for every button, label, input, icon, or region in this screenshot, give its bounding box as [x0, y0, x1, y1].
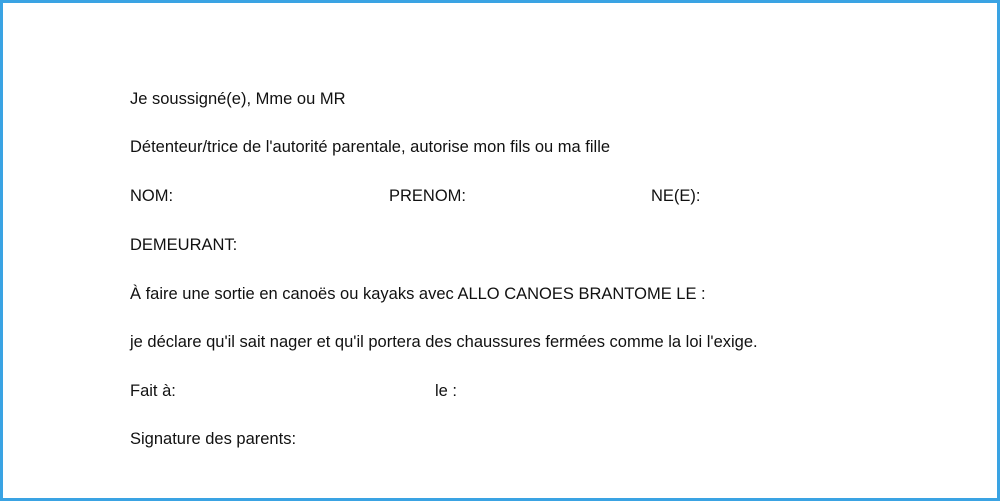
- parental-authority-line: Détenteur/trice de l'autorité parentale, autorise mon fils ou ma fille: [130, 138, 611, 156]
- nom-label: NOM:: [130, 187, 174, 205]
- fait-a-label: Fait à:: [130, 382, 176, 400]
- sortie-line: À faire une sortie en canoës ou kayaks avec ALLO CANOES BRANTOME LE :: [130, 285, 706, 303]
- signature-label: Signature des parents:: [130, 430, 297, 448]
- demeurant-label: DEMEURANT:: [130, 236, 238, 254]
- prenom-label: PRENOM:: [389, 187, 467, 205]
- ne-label: NE(E):: [651, 187, 701, 205]
- date-label: le :: [435, 382, 458, 400]
- declaration-line: je déclare qu'il sait nager et qu'il portera des chaussures fermées comme la loi l'exige.: [130, 333, 758, 351]
- intro-line: Je soussigné(e), Mme ou MR: [130, 90, 346, 108]
